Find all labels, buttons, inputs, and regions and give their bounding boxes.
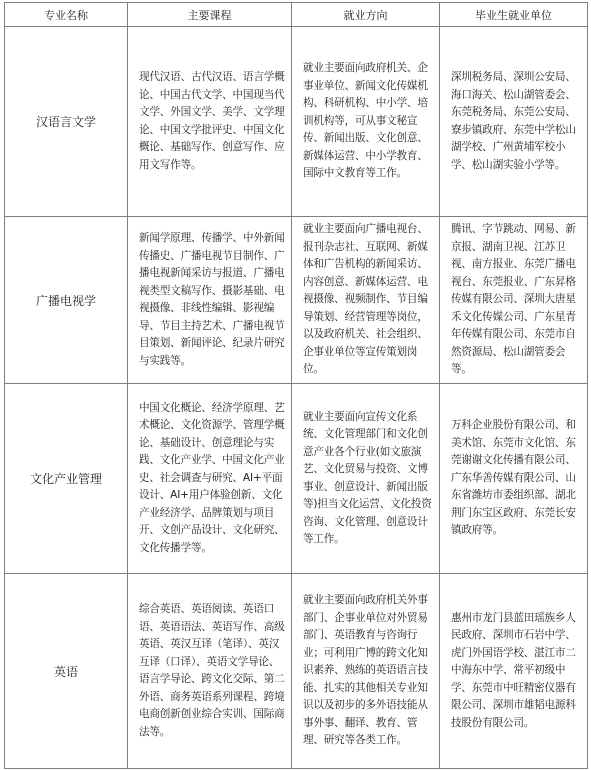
courses-text: 现代汉语、古代汉语、语言学概论、中国古代文学、中国现当代文学、外国文学、美学、文学理论、中国文学批评史、中国文化概论、基础写作、创意写作、应用文写作等。: [139, 71, 285, 171]
direction-cell: [292, 217, 440, 384]
courses-cell: [128, 217, 292, 384]
header-major: 专业名称: [5, 3, 128, 27]
courses-text: 综合英语、英语阅读、英语口语、英语语法、英语写作、高级英语、英汉互译（笔译）、英汉互译（口译）、英语文学导论、语言学导论、跨文化交际、第二外语、商务英语系列课程、跨境电商创新创业综合实训、国际商法等。: [139, 603, 285, 738]
courses-text: 中国文化概论、经济学原理、艺术概论、文化资源学、管理学概论、基础设计、创意理论与实践、文化产业学、中国文化产业史、社会调查与研究、AI+平面设计、AI+用户体验创新、文化产业经济学、品牌策划与项目开、文创产品设计、文化研究、文化传播学等。: [139, 401, 285, 554]
table-row: [5, 217, 588, 384]
direction-text: 就业主要面向宣传文化系统、文化管理部门和文化创意产业各个行业(如文旅演艺、文化贸易与投资、文博事业、创意设计、新闻出版等)担当文化运营、文化投资咨询、文化管理、创意设计等工作。: [303, 410, 432, 545]
courses-cell: [128, 384, 292, 574]
employers-cell: [440, 574, 588, 769]
employers-cell: [440, 217, 588, 384]
table-row: [5, 27, 588, 217]
direction-cell: [292, 574, 440, 769]
table-header: [5, 3, 588, 27]
employers-text: 腾讯、字节跳动、网易、新京报、湖南卫视、江苏卫视、南方报业、东莞广播电视台、东莞报业、广东昇格传媒有限公司、深圳大唐星禾文化传媒公司、广东星青年传媒有限公司、东莞市自然资源局、松山湖管委会等。: [451, 223, 576, 376]
direction-text: 就业主要面向政府机关、企事业单位、新闻文化传媒机构、科研机构、中小学、培训机构等，可从事文秘宣传、新闻出版、文化创意、新媒体运营、中小学教育、国际中文教育等工作。: [303, 62, 428, 180]
direction-cell: [292, 27, 440, 217]
employers-text: 万科企业股份有限公司、和美术馆、东莞市文化馆、东莞谢谢文化传播有限公司、广东华善传媒有限公司、山东省潍坊市委组织部、湖北荆门东宝区政府、东莞长安镇政府等。: [451, 419, 576, 537]
header-employers: 毕业生就业单位: [440, 3, 588, 27]
employers-text: 惠州市龙门县蓝田瑶族乡人民政府、深圳市石岩中学、虎门外国语学校、湛江市二中海东中学、常平初级中学、东莞市中旺精密仪器有限公司、深圳市雄韬电源科技股份有限公司。: [451, 611, 576, 729]
major-name: 英语: [5, 574, 128, 769]
table-row: [5, 574, 588, 769]
header-direction: 就业方向: [292, 3, 440, 27]
employers-cell: [440, 27, 588, 217]
employers-cell: [440, 384, 588, 574]
direction-cell: [292, 384, 440, 574]
major-name: 文化产业管理: [5, 384, 128, 574]
table-row: [5, 384, 588, 574]
major-name: 汉语言文学: [5, 27, 128, 217]
header-courses: 主要课程: [128, 3, 292, 27]
majors-table: [4, 2, 588, 769]
courses-text: 新闻学原理、传播学、中外新闻传播史、广播电视节目制作、广播电视新闻采访与报道、广播电视类型文稿写作、摄影基础、电视摄像、非线性编辑、影视编导、节目主持艺术、广播电视节目策划、新闻评论、纪录片研究与实践等。: [139, 232, 285, 367]
employers-text: 深圳税务局、深圳公安局、海口海关、松山湖管委会、东莞税务局、东莞公安局、寮步镇政府、东莞中学松山湖学校、广州黄埔军校小学、松山湖实验小学等。: [451, 71, 576, 171]
header-row: [5, 3, 588, 27]
direction-text: 就业主要面向广播电视台、报刊杂志社、互联网、新媒体和广告机构的新闻采访、内容创意、新媒体运营、电视摄像、视频制作、节目编导策划、经营管理等岗位，以及政府机关、社会组织、企事业单位等宣传策划岗位。: [303, 223, 428, 376]
courses-cell: [128, 27, 292, 217]
direction-text: 就业主要面向政府机关外事部门、企事业单位对外贸易部门、英语教育与咨询行业；可利用广博的跨文化知识素养、熟练的英语语言技能、扎实的其他相关专业知识以及初步的多外语技能从事外事、翻译、教育、管理、研究等各类工作。: [303, 594, 428, 747]
table-body: [5, 27, 588, 769]
major-name: 广播电视学: [5, 217, 128, 384]
courses-cell: [128, 574, 292, 769]
